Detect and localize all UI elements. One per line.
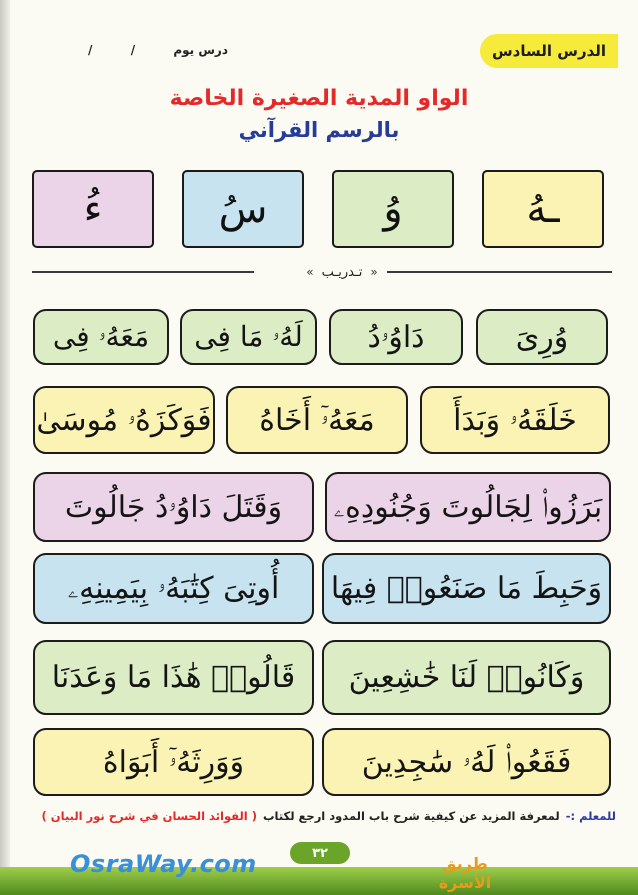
page-subtitle: بالرسم القرآني [238, 118, 400, 142]
note-text: لمعرفة المزيد عن كيفية شرح باب المدود ارجع لكتاب [262, 809, 560, 823]
word-box [33, 309, 169, 365]
exercise-divider [32, 262, 612, 282]
word-text: أُوتِىَ كِتَٰبَهُۥ بِيَمِينِهِۦ [67, 571, 280, 606]
word-text: خَلَقَهُۥ وَبَدَأَ [453, 402, 577, 438]
word-box [33, 728, 314, 796]
word-box [322, 553, 611, 624]
letter-card [182, 170, 304, 248]
ornament-icon: « [370, 265, 378, 279]
word-box [322, 728, 611, 796]
date-line [88, 40, 228, 60]
word-text: قَالُوا۟ هَٰذَا مَا وَعَدَنَا [51, 660, 296, 695]
brand-text: طريق الأسرة [438, 854, 492, 892]
page-title: الواو المدية الصغيرة الخاصة [169, 86, 469, 111]
word-box [325, 472, 611, 542]
letter-text: ءُ [83, 186, 103, 232]
word-text: دَاوُۥدُ [367, 319, 425, 355]
word-text: لَهُۥ مَا فِى [194, 320, 303, 353]
word-box [476, 309, 608, 365]
date-separator: / [88, 43, 93, 57]
site-logo: OsraWay.com [70, 850, 257, 878]
date-separator: / [130, 43, 136, 57]
word-box [420, 386, 610, 454]
letter-card [482, 170, 604, 248]
word-box [329, 309, 463, 365]
note-reference: ( الفوائد الحسان في شرح نور البيان ) [41, 809, 257, 823]
word-text: وَوَرِثَهُۥٓ أَبَوَاهُ [102, 744, 245, 780]
lesson-label: الدرس السادس [491, 42, 607, 60]
word-text: وَقَتَلَ دَاوُۥدُ جَالُوتَ [64, 489, 283, 525]
teacher-note [26, 806, 616, 826]
letter-text: ـهُ [526, 186, 560, 232]
date-label: درس يوم [173, 43, 228, 57]
word-box [33, 472, 314, 542]
word-text: بَرَزُوا۟ لِجَالُوتَ وَجُنُودِهِۦ [333, 489, 603, 525]
note-lead: للمعلم :- [565, 809, 616, 823]
word-box [33, 640, 314, 715]
page-number: ٣٢ [290, 842, 350, 864]
book-spine-shadow [0, 0, 10, 895]
divider-label: تـدريـب [321, 264, 363, 280]
letter-text: سُ [218, 186, 268, 232]
word-box [33, 386, 215, 454]
word-text: فَوَكَزَهُۥ مُوسَىٰ [36, 402, 212, 438]
word-text: فَقَعُوا۟ لَهُۥ سَٰجِدِينَ [361, 744, 572, 780]
word-box [180, 309, 317, 365]
word-text: وَحَبِطَ مَا صَنَعُوا۟ فِيهَا [330, 571, 603, 606]
word-box [226, 386, 408, 454]
letter-card [32, 170, 154, 248]
letter-text: وُ [383, 186, 403, 232]
divider-label-group [282, 262, 402, 282]
divider-line [387, 271, 612, 273]
lesson-badge [480, 34, 618, 68]
word-box [322, 640, 611, 715]
word-text: وَكَانُوا۟ لَنَا خَٰشِعِينَ [348, 660, 585, 695]
letter-card [332, 170, 454, 248]
word-text: مَعَهُۥ فِى [52, 320, 150, 353]
divider-line [32, 271, 254, 273]
page-footer [0, 830, 638, 895]
ornament-icon: » [306, 265, 314, 279]
word-text: وُرِىَ [515, 319, 569, 355]
word-text: مَعَهُۥٓ أَخَاهُ [259, 402, 375, 438]
word-box [33, 553, 314, 624]
